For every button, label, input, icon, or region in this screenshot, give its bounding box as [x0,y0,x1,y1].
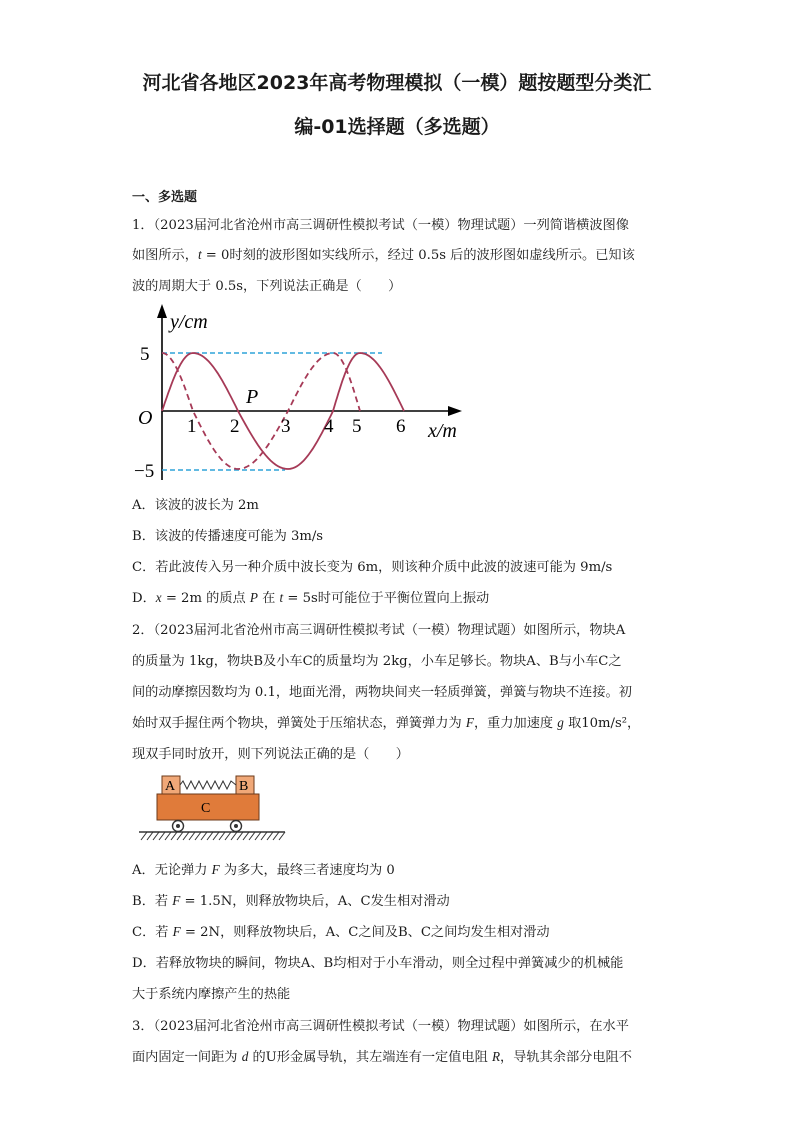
q1-stem-line3: 波的周期大于 0.5s，下列说法正确是（ ） [132,279,402,294]
q2-stem-line5: 现双手同时放开，则下列说法正确的是（ ） [132,747,409,762]
x-axis-label: x/m [428,420,457,442]
q1-option-a: A．该波的波长为 2m [132,498,259,513]
x-axis-arrow [448,406,462,416]
q1-stem-line1: 1．（2023届河北省沧州市高三调研性模拟考试（一模）物理试题）一列简谐横波图像 [132,218,629,233]
x-tick-6: 6 [396,416,406,437]
x-tick-1: 1 [187,416,197,437]
x-tick-3: 3 [281,416,291,437]
x-tick-2: 2 [230,416,240,437]
q1-option-c: C．若此波传入另一种介质中波长变为 6m，则该种介质中此波的波速可能为 9m/s [132,560,613,575]
document-title-line1: 河北省各地区2023年高考物理模拟（一模）题按题型分类汇 [142,72,652,94]
q1-stem-line2: 如图所示，t = 0时刻的波形图如实线所示，经过 0.5s 后的波形图如虚线所示。已知该 [132,247,635,263]
q3-stem-line1: 3．（2023届河北省沧州市高三调研性模拟考试（一模）物理试题）如图所示，在水平 [132,1019,629,1034]
y-axis-label: y/cm [170,311,208,333]
q2-option-b: B．若 F = 1.5N，则释放物块后，A、C发生相对滑动 [132,893,450,909]
q2-option-d-line2: 大于系统内摩擦产生的热能 [132,987,291,1002]
ground-hatching [141,832,285,840]
x-tick-5: 5 [352,416,362,437]
q2-option-c: C．若 F = 2N，则释放物块后，A、C之间及B、C之间均发生相对滑动 [132,924,550,940]
q1-option-d: D．x = 2m 的质点 P 在 t = 5s时可能位于平衡位置向上振动 [132,590,490,606]
q2-stem-line2: 的质量为 1kg，物块B及小车C的质量均为 2kg，小车足够长。物块A、B与小车C之 [132,654,622,669]
q1-wave-figure [130,300,470,485]
q3-stem-line2: 面内固定一间距为 d 的U形金属导轨，其左端连有一定值电阻 R，导轨其余部分电阻不 [132,1049,632,1065]
q1-option-b: B．该波的传播速度可能为 3m/s [132,529,324,544]
block-b-label: B [239,779,249,794]
q2-stem-line3: 间的动摩擦因数均为 0.1，地面光滑，两物块间夹一轻质弹簧，弹簧与物块不连接。初 [132,685,632,700]
y-tick-5: 5 [140,344,150,365]
q2-stem-line4: 始时双手握住两个物块，弹簧处于压缩状态，弹簧弹力为 F，重力加速度 g 取10m/s²， [132,715,641,731]
point-p-label: P [246,386,259,408]
q2-stem-line1: 2．（2023届河北省沧州市高三调研性模拟考试（一模）物理试题）如图所示，物块A [132,623,626,638]
q2-option-a: A．无论弹力 F 为多大，最终三者速度均为 0 [132,862,395,878]
y-tick-neg5: −5 [134,461,155,482]
spring [180,781,236,789]
section-heading: 一、多选题 [132,190,198,205]
q2-cart-figure [135,772,290,844]
q2-option-d-line1: D．若释放物块的瞬间，物块A、B均相对于小车滑动，则全过程中弹簧减少的机械能 [132,956,624,971]
document-title-line2: 编-01选择题（多选题） [294,116,500,138]
x-tick-4: 4 [324,416,334,437]
y-axis-arrow [157,304,167,318]
block-a-label: A [165,779,176,794]
cart-c-label: C [201,801,211,816]
origin-label: O [138,407,153,429]
